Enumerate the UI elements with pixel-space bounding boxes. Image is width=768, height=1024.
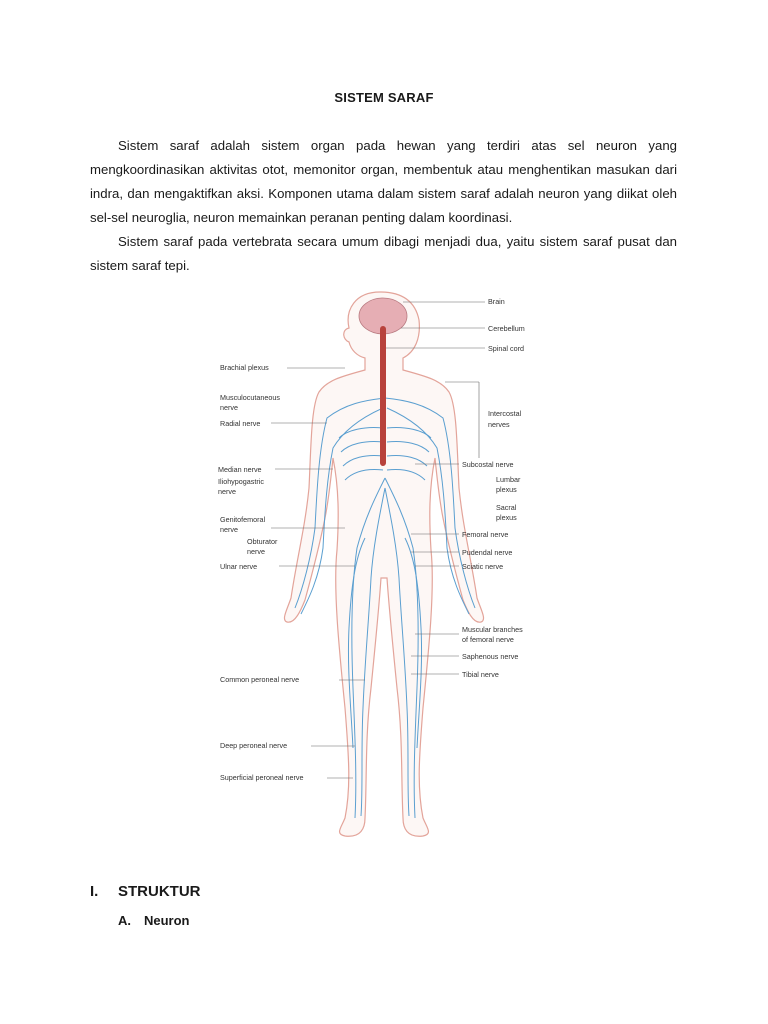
label-muscular-branches: Muscular branches xyxy=(462,625,523,634)
label-lumbar-2: plexus xyxy=(496,485,517,494)
label-pudendal-nerve: Pudendal nerve xyxy=(462,548,513,557)
label-intercostal-2: nerves xyxy=(488,420,510,429)
label-ulnar-nerve: Ulnar nerve xyxy=(220,562,258,571)
nervous-system-figure xyxy=(215,288,555,848)
label-radial-nerve: Radial nerve xyxy=(220,419,261,428)
label-spinal-cord: Spinal cord xyxy=(488,344,524,353)
label-saphenous-nerve: Saphenous nerve xyxy=(462,652,519,661)
label-subcostal-nerve: Subcostal nerve xyxy=(462,460,514,469)
label-genitofemoral-2: nerve xyxy=(220,525,238,534)
label-sacral-2: plexus xyxy=(496,513,517,522)
label-iliohypogastric-2: nerve xyxy=(218,487,236,496)
label-sciatic-nerve: Sciatic nerve xyxy=(462,562,504,571)
section-heading xyxy=(90,883,201,900)
nervous-system-diagram xyxy=(215,288,555,848)
paragraph-intro: Sistem saraf adalah sistem organ pada hewan yang terdiri atas sel neuron yang mengkoordinasikan aktivitas otot, memonitor organ, membentuk atau menghentikan masukan dari indra, dan mengaktifkan aksi. Komponen utama dalam sistem saraf adalah neuron yang diikat oleh sel-sel neuroglia, neuron memainkan peranan penting dalam koordinasi. xyxy=(90,138,677,225)
label-brain: Brain xyxy=(488,297,505,306)
label-femoral-nerve: Femoral nerve xyxy=(462,530,509,539)
label-genitofemoral: Genitofemoral xyxy=(220,515,266,524)
spinal-cord-shape xyxy=(380,326,386,466)
label-superficial-peroneal-nerve: Superficial peroneal nerve xyxy=(220,773,304,782)
label-cerebellum: Cerebellum xyxy=(488,324,525,333)
label-common-peroneal-nerve: Common peroneal nerve xyxy=(220,675,300,684)
label-median-nerve: Median nerve xyxy=(218,465,262,474)
label-intercostal: Intercostal xyxy=(488,409,522,418)
section-title: STRUKTUR xyxy=(118,883,201,900)
section-number: I. xyxy=(90,883,99,900)
paragraph-division: Sistem saraf pada vertebrata secara umum dibagi menjadi dua, yaitu sistem saraf pusat dan sistem saraf tepi. xyxy=(90,234,677,273)
subsection-title: Neuron xyxy=(144,913,190,928)
document-title: SISTEM SARAF xyxy=(334,90,434,105)
label-sacral: Sacral xyxy=(496,503,517,512)
label-musculocutaneous: Musculocutaneous xyxy=(220,393,280,402)
subsection-letter: A. xyxy=(118,913,131,928)
label-musculocutaneous-2: nerve xyxy=(220,403,238,412)
label-muscular-branches-2: of femoral nerve xyxy=(462,635,514,644)
label-iliohypogastric: Iliohypogastric xyxy=(218,477,264,486)
label-obturator: Obturator xyxy=(247,537,278,546)
subsection-heading xyxy=(118,913,190,928)
label-brachial-plexus: Brachial plexus xyxy=(220,363,269,372)
label-deep-peroneal-nerve: Deep peroneal nerve xyxy=(220,741,288,750)
label-tibial-nerve: Tibial nerve xyxy=(462,670,499,679)
label-obturator-2: nerve xyxy=(247,547,265,556)
label-lumbar: Lumbar xyxy=(496,475,521,484)
